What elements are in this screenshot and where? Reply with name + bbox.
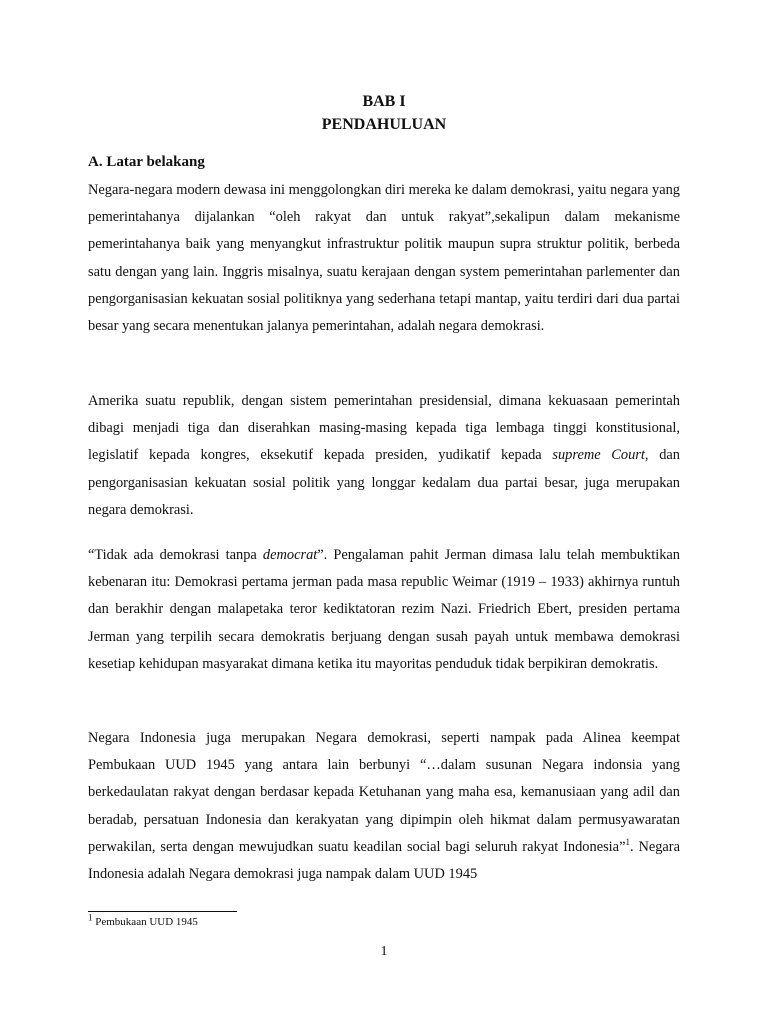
paragraph-4-text-b: . Negara Indonesia adalah Negara demokrasi juga nampak dalam UUD 1945	[88, 838, 680, 883]
paragraph-3	[88, 542, 680, 678]
paragraph-3-italic: democrat	[262, 547, 318, 563]
paragraph-2-italic: supreme Court	[552, 447, 645, 464]
paragraph-4-text-a: Negara Indonesia juga merupakan Negara demokrasi, seperti nampak pada Alinea keempat Pembukaan UUD 1945 yang antara lain berbunyi “…dalam susunan Negara indonsia yang berkedaulatan rakyat dengan berdasar kepada Ketuhanan yang maha esa, kemanusiaan yang adil dan beradab, persatuan Indonesia dan kerakyatan yang dipimpin oleh hikmat dalam permusyawaratan perwakilan, serta dengan mewujudkan suatu keadilan social bagi seluruh rakyat Indonesia”	[88, 730, 680, 855]
footnote-separator	[88, 911, 237, 912]
paragraph-3-text-a: “Tidak ada demokrasi tanpa	[88, 547, 263, 563]
footnote	[88, 912, 198, 928]
footnote-text: Pembukaan UUD 1945	[92, 916, 198, 928]
chapter-title: PENDAHULUAN	[321, 116, 447, 133]
section-heading: A. Latar belakang	[88, 154, 205, 170]
paragraph-2-text-a: Amerika suatu republik, dengan sistem pemerintahan presidensial, dimana kekuasaan pemerintah dibagi menjadi tiga dan diserahkan masing-masing kepada tiga lembaga tinggi konstitusional, legislatif kepada kongres, eksekutif kepada presiden, yudikatif kepada	[88, 393, 680, 464]
paragraph-2-text-b: , dan pengorganisasian kekuatan sosial politik yang longgar kedalam dua partai besar, juga merupakan negara demokrasi.	[88, 447, 680, 518]
paragraph-1-text: Negara-negara modern dewasa ini menggolongkan diri mereka ke dalam demokrasi, yaitu negara yang pemerintahanya dijalankan “oleh rakyat dan untuk rakyat”,sekalipun dalam mekanisme pemerintahanya baik yang menyangkut infrastruktur politik maupun supra struktur politik, berbeda satu dengan yang lain. Inggris misalnya, suatu kerajaan dengan system pemerintahan parlementer dan pengorganisasian kekuatan sosial politiknya yang sederhana tetapi mantap, yaitu terdiri dari dua partai besar yang secara menentukan jalanya pemerintahan, adalah negara demokrasi.	[88, 182, 680, 335]
page-number: 1	[380, 944, 388, 959]
paragraph-3-text-b: ”. Pengalaman pahit Jerman dimasa lalu telah membuktikan kebenaran itu: Demokrasi pertama jerman pada masa republic Weimar (1919 – 1933) akhirnya runtuh dan berakhir dengan malapetaka teror kediktatoran rezim Nazi. Friedrich Ebert, presiden pertama Jerman yang terpilih secara demokratis berjuang dengan susah payah untuk membawa demokrasi kesetiap kehidupan masyarakat dimana ketika itu mayoritas penduduk tidak berpikiran demokratis.	[88, 547, 680, 672]
chapter-number: BAB I	[362, 93, 406, 110]
footnote-number: 1	[88, 912, 93, 923]
footnote-reference[interactable]: 1	[625, 837, 630, 848]
paragraph-4	[88, 725, 680, 888]
paragraph-2	[88, 388, 680, 524]
paragraph-1	[88, 177, 680, 340]
